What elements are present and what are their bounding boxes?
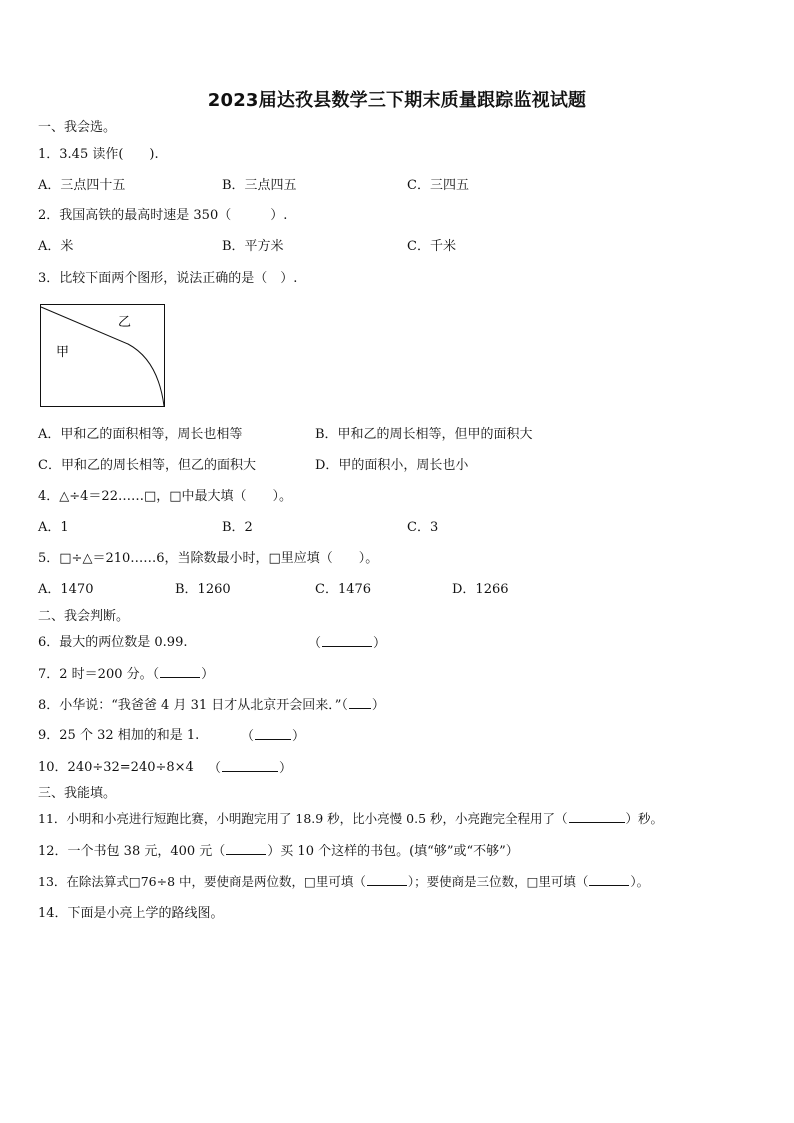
section-heading-fill: 三、我能填。 (38, 786, 117, 801)
section-heading-choose: 一、我会选。 (38, 120, 117, 135)
question-1: 1．3.45 读作( ). (38, 147, 159, 162)
q5-option-a: A．1470 (38, 582, 94, 597)
question-8 (38, 696, 385, 715)
q3-option-a: A．甲和乙的面积相等，周长也相等 (38, 427, 243, 442)
q11-blank[interactable] (569, 810, 625, 823)
q1-option-b: B．三点四五 (222, 178, 297, 193)
question-6: 6．最大的两位数是 0.99. (38, 635, 188, 650)
q5-option-c: C．1476 (315, 582, 372, 597)
q3-option-d: D．甲的面积小，周长也小 (315, 458, 469, 473)
q7-paren-close: ） (201, 667, 215, 682)
q4-option-b: B．2 (222, 520, 253, 535)
q3-option-c: C．甲和乙的周长相等，但乙的面积大 (38, 458, 256, 473)
q5-option-d: D．1266 (452, 582, 509, 597)
question-7 (38, 665, 214, 684)
q13-blank-2[interactable] (589, 873, 629, 886)
q10-paren-open: （ (208, 761, 222, 776)
q4-option-a: A．1 (38, 520, 69, 535)
q12-tail: ）买 10 个这样的书包。(填“够”或“不够”） (267, 844, 519, 859)
question-4: 4．△÷4＝22……□，□中最大填（ ）。 (38, 489, 293, 504)
q12-text: 12．一个书包 38 元，400 元（ (38, 844, 226, 859)
question-9: 9．25 个 32 相加的和是 1. (38, 728, 200, 743)
q3-option-b: B．甲和乙的周长相等，但甲的面积大 (315, 427, 533, 442)
question-2: 2．我国高铁的最高时速是 350（ ）. (38, 208, 288, 223)
q8-paren-close: ） (371, 698, 385, 713)
question-14: 14．下面是小亮上学的路线图。 (38, 906, 224, 921)
question-10: 10．240÷32=240÷8×4 (38, 760, 194, 775)
q5-option-b: B．1260 (175, 582, 231, 597)
q8-blank[interactable] (349, 696, 371, 709)
q1-option-c: C．三四五 (407, 178, 469, 193)
q13-text: 13．在除法算式□76÷8 中，要使商是两位数，□里可填（ (38, 874, 366, 889)
q12-blank[interactable] (226, 842, 266, 855)
q6-answer-blank (308, 634, 386, 653)
q7-blank[interactable] (160, 665, 200, 678)
q9-paren-close: ） (292, 729, 306, 744)
question-12 (38, 842, 519, 861)
q10-blank[interactable] (222, 759, 278, 772)
q9-paren-open: （ (241, 729, 255, 744)
q13-tail: ）。 (630, 874, 650, 889)
section-heading-judge: 二、我会判断。 (38, 609, 130, 624)
question-11 (38, 810, 663, 828)
q1-option-a: A．三点四十五 (38, 178, 126, 193)
q13-blank-1[interactable] (367, 873, 407, 886)
shape-comparison-figure (40, 304, 166, 408)
q2-option-b: B．平方米 (222, 239, 284, 254)
shape-comparison-svg (40, 304, 166, 408)
q10-paren-close: ） (279, 761, 293, 776)
q6-blank[interactable] (322, 634, 372, 647)
q7-text: 7．2 时＝200 分。（ (38, 667, 160, 682)
region-label-jia: 甲 (56, 345, 70, 360)
question-13 (38, 873, 649, 891)
q2-option-c: C．千米 (407, 239, 456, 254)
region-label-yi: 乙 (118, 315, 132, 330)
q4-option-c: C．3 (407, 520, 439, 535)
q2-option-a: A．米 (38, 239, 74, 254)
q9-answer-blank (241, 727, 305, 746)
q6-paren-open: （ (308, 636, 322, 651)
q8-text: 8．小华说：“我爸爸 4 月 31 日才从北京开会回来．”（ (38, 698, 348, 713)
question-5: 5．□÷△＝210……6，当除数最小时，□里应填（ ）。 (38, 551, 379, 566)
q13-mid: ）；要使商是三位数，□里可填（ (407, 874, 589, 889)
q6-paren-close: ） (373, 636, 387, 651)
q11-tail: ）秒。 (625, 811, 664, 826)
page-title: 2023届达孜县数学三下期末质量跟踪监视试题 (207, 90, 587, 111)
question-3: 3．比较下面两个图形，说法正确的是（ ）. (38, 271, 298, 286)
q10-answer-blank (208, 759, 292, 778)
q9-blank[interactable] (255, 727, 291, 740)
q11-text: 11．小明和小亮进行短跑比赛，小明跑完用了 18.9 秒，比小亮慢 0.5 秒，小亮跑完全程用了（ (38, 811, 568, 826)
